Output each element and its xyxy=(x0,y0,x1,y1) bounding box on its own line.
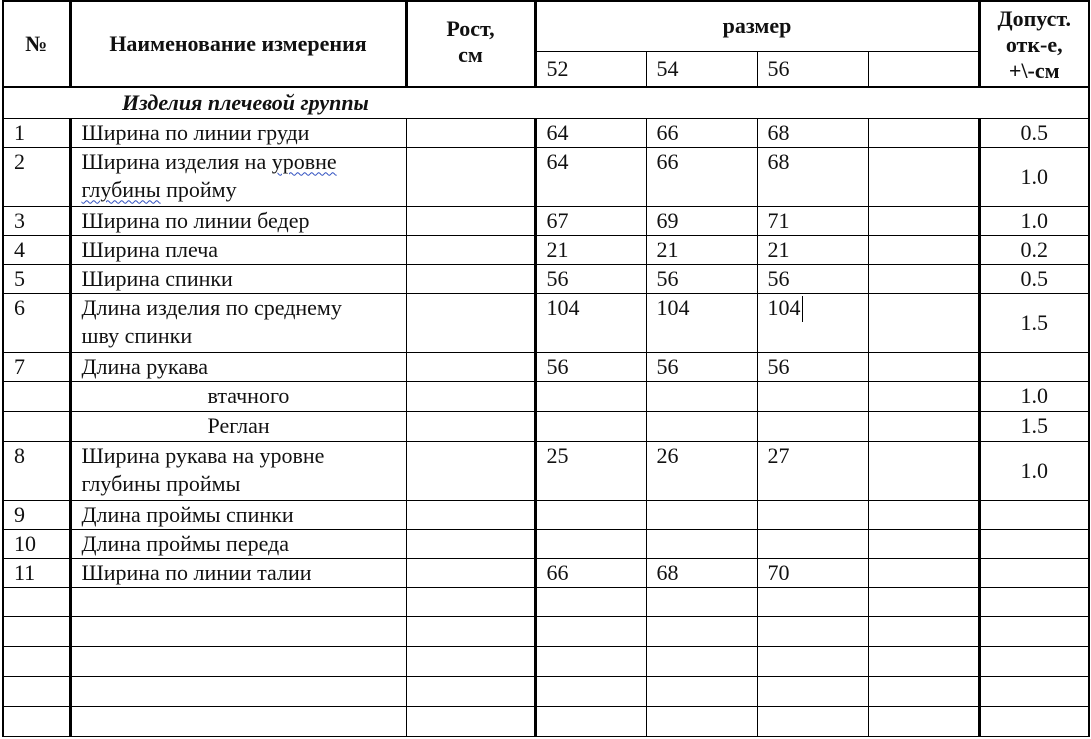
empty-cell xyxy=(3,587,70,616)
row-size-52: 67 xyxy=(535,206,646,235)
row-height xyxy=(406,529,535,558)
row-height xyxy=(406,558,535,587)
empty-cell xyxy=(646,706,757,736)
row-size-54: 66 xyxy=(646,147,757,206)
row-size-extra xyxy=(868,118,979,147)
row-size-56[interactable] xyxy=(757,293,868,352)
table-row xyxy=(3,500,1089,529)
row-num: 4 xyxy=(3,235,70,264)
row-size-54 xyxy=(646,411,757,441)
row-name: Длина проймы спинки xyxy=(70,500,406,529)
row-size-54: 66 xyxy=(646,118,757,147)
row-size-extra xyxy=(868,441,979,500)
row-size-extra xyxy=(868,235,979,264)
row-size-56 xyxy=(757,381,868,411)
table-row xyxy=(3,118,1089,147)
measurement-table xyxy=(2,0,1090,737)
row-num: 11 xyxy=(3,558,70,587)
row-num: 7 xyxy=(3,352,70,381)
row-size-52 xyxy=(535,500,646,529)
row-tolerance: 0.5 xyxy=(979,264,1089,293)
row-name-line2: глубины проймы xyxy=(81,470,241,496)
row-height xyxy=(406,293,535,352)
empty-cell xyxy=(3,676,70,706)
empty-cell xyxy=(535,616,646,646)
empty-cell xyxy=(757,646,868,676)
row-num: 3 xyxy=(3,206,70,235)
row-height xyxy=(406,411,535,441)
empty-cell xyxy=(868,706,979,736)
row-size-54: 56 xyxy=(646,352,757,381)
header-height-line1: Рост, xyxy=(446,16,495,41)
row-tolerance: 0.2 xyxy=(979,235,1089,264)
row-num xyxy=(3,411,70,441)
row-name: Ширина по линии груди xyxy=(70,118,406,147)
group-title: Изделия плечевой группы xyxy=(3,87,1089,118)
row-name: Реглан xyxy=(70,411,406,441)
empty-cell xyxy=(868,587,979,616)
empty-cell xyxy=(406,587,535,616)
row-num: 1 xyxy=(3,118,70,147)
empty-row xyxy=(3,646,1089,676)
row-size-54: 69 xyxy=(646,206,757,235)
row-height xyxy=(406,235,535,264)
row-size-56: 27 xyxy=(757,441,868,500)
row-tolerance: 1.5 xyxy=(979,293,1089,352)
row-size-52: 21 xyxy=(535,235,646,264)
row-size-54 xyxy=(646,529,757,558)
empty-cell xyxy=(979,706,1089,736)
empty-cell xyxy=(646,616,757,646)
empty-cell xyxy=(646,646,757,676)
empty-cell xyxy=(535,706,646,736)
empty-cell xyxy=(3,616,70,646)
row-tolerance: 0.5 xyxy=(979,118,1089,147)
row-tolerance: 1.0 xyxy=(979,147,1089,206)
empty-row xyxy=(3,706,1089,736)
row-height xyxy=(406,381,535,411)
row-num: 10 xyxy=(3,529,70,558)
empty-cell xyxy=(868,646,979,676)
row-num: 8 xyxy=(3,441,70,500)
text-caret xyxy=(802,296,803,322)
row-num: 6 xyxy=(3,293,70,352)
empty-cell xyxy=(70,587,406,616)
row-height xyxy=(406,441,535,500)
table-row xyxy=(3,441,1089,500)
row-size-extra xyxy=(868,206,979,235)
row-size-54 xyxy=(646,500,757,529)
empty-cell xyxy=(70,646,406,676)
row-tolerance: 1.0 xyxy=(979,206,1089,235)
row-name xyxy=(70,147,406,206)
row-size-56: 21 xyxy=(757,235,868,264)
header-tolerance xyxy=(979,1,1089,87)
empty-cell xyxy=(757,616,868,646)
header-height xyxy=(406,1,535,87)
row-size-52: 56 xyxy=(535,352,646,381)
empty-row xyxy=(3,587,1089,616)
row-size-56: 71 xyxy=(757,206,868,235)
row-num: 5 xyxy=(3,264,70,293)
row-size-extra xyxy=(868,381,979,411)
row-size-54: 26 xyxy=(646,441,757,500)
row-num: 2 xyxy=(3,147,70,206)
row-size-56: 68 xyxy=(757,118,868,147)
header-name: Наименование измерения xyxy=(70,1,406,87)
empty-row xyxy=(3,676,1089,706)
row-name-line2: шву спинки xyxy=(81,322,193,348)
table-row xyxy=(3,381,1089,411)
empty-cell xyxy=(535,646,646,676)
empty-cell xyxy=(406,646,535,676)
header-size-56: 56 xyxy=(757,51,868,87)
header-size-54: 54 xyxy=(646,51,757,87)
table-row xyxy=(3,293,1089,352)
row-tolerance: 1.5 xyxy=(979,411,1089,441)
header-sizes-title: размер xyxy=(535,1,979,51)
row-size-extra xyxy=(868,558,979,587)
row-name: Ширина по линии бедер xyxy=(70,206,406,235)
row-tolerance: 1.0 xyxy=(979,441,1089,500)
row-height xyxy=(406,500,535,529)
empty-cell xyxy=(70,706,406,736)
table-row xyxy=(3,352,1089,381)
empty-cell xyxy=(70,676,406,706)
row-name: Длина проймы переда xyxy=(70,529,406,558)
row-size-56 xyxy=(757,411,868,441)
empty-cell xyxy=(70,616,406,646)
empty-cell xyxy=(646,676,757,706)
row-size-52 xyxy=(535,529,646,558)
empty-cell xyxy=(406,616,535,646)
row-size-extra xyxy=(868,500,979,529)
row-num xyxy=(3,381,70,411)
table-row xyxy=(3,558,1089,587)
empty-cell xyxy=(979,646,1089,676)
empty-cell xyxy=(406,706,535,736)
empty-cell xyxy=(757,706,868,736)
row-name-line1: Ширина изделия на уровне xyxy=(81,148,337,174)
empty-cell xyxy=(3,706,70,736)
header-size-extra xyxy=(868,51,979,87)
row-size-extra xyxy=(868,352,979,381)
empty-cell xyxy=(979,616,1089,646)
table-row xyxy=(3,264,1089,293)
row-size-52 xyxy=(535,381,646,411)
table-row xyxy=(3,411,1089,441)
row-height xyxy=(406,264,535,293)
header-tolerance-line3: +\-см xyxy=(1008,58,1060,83)
empty-cell xyxy=(3,646,70,676)
row-name-line1: Ширина рукава на уровне xyxy=(81,442,325,468)
row-size-extra xyxy=(868,264,979,293)
empty-cell xyxy=(979,587,1089,616)
row-size-extra xyxy=(868,293,979,352)
row-name: Ширина по линии талии xyxy=(70,558,406,587)
row-size-extra xyxy=(868,147,979,206)
header-height-line2: см xyxy=(458,42,483,67)
row-height xyxy=(406,118,535,147)
row-name: Ширина спинки xyxy=(70,264,406,293)
table-row xyxy=(3,235,1089,264)
row-name: втачного xyxy=(70,381,406,411)
empty-cell xyxy=(979,676,1089,706)
row-name xyxy=(70,441,406,500)
table-row xyxy=(3,147,1089,206)
row-size-52: 64 xyxy=(535,118,646,147)
row-size-54: 21 xyxy=(646,235,757,264)
row-size-extra xyxy=(868,529,979,558)
row-size-54: 56 xyxy=(646,264,757,293)
row-tolerance xyxy=(979,500,1089,529)
row-height xyxy=(406,147,535,206)
row-size-54: 68 xyxy=(646,558,757,587)
row-num: 9 xyxy=(3,500,70,529)
empty-cell xyxy=(868,676,979,706)
empty-cell xyxy=(757,676,868,706)
header-tolerance-line2: отк-е, xyxy=(1005,32,1063,57)
row-name: Ширина плеча xyxy=(70,235,406,264)
row-name xyxy=(70,293,406,352)
row-height xyxy=(406,352,535,381)
row-size-56 xyxy=(757,500,868,529)
empty-cell xyxy=(535,587,646,616)
row-size-52: 104 xyxy=(535,293,646,352)
table-row xyxy=(3,206,1089,235)
row-size-54: 104 xyxy=(646,293,757,352)
measurement-table-container xyxy=(2,0,1090,737)
row-tolerance: 1.0 xyxy=(979,381,1089,411)
row-size-52: 64 xyxy=(535,147,646,206)
row-size-52: 66 xyxy=(535,558,646,587)
empty-cell xyxy=(646,587,757,616)
row-tolerance xyxy=(979,558,1089,587)
empty-cell xyxy=(868,616,979,646)
empty-cell xyxy=(757,587,868,616)
row-size-56: 68 xyxy=(757,147,868,206)
row-size-extra xyxy=(868,411,979,441)
row-size-52: 25 xyxy=(535,441,646,500)
empty-row xyxy=(3,616,1089,646)
row-size-56: 56 xyxy=(757,264,868,293)
row-name: Длина рукава xyxy=(70,352,406,381)
row-size-56-value: 104 xyxy=(767,294,801,320)
header-size-52: 52 xyxy=(535,51,646,87)
row-size-52: 56 xyxy=(535,264,646,293)
row-size-52 xyxy=(535,411,646,441)
row-size-54 xyxy=(646,381,757,411)
empty-cell xyxy=(535,676,646,706)
row-tolerance xyxy=(979,352,1089,381)
row-size-56 xyxy=(757,529,868,558)
header-num: № xyxy=(3,1,70,87)
table-row xyxy=(3,529,1089,558)
header-tolerance-line1: Допуст. xyxy=(997,6,1072,31)
row-height xyxy=(406,206,535,235)
empty-cell xyxy=(406,676,535,706)
row-tolerance xyxy=(979,529,1089,558)
row-name-line1: Длина изделия по среднему xyxy=(81,294,342,320)
row-name-line2: глубины пройму xyxy=(81,176,237,202)
row-size-56: 56 xyxy=(757,352,868,381)
row-size-56: 70 xyxy=(757,558,868,587)
